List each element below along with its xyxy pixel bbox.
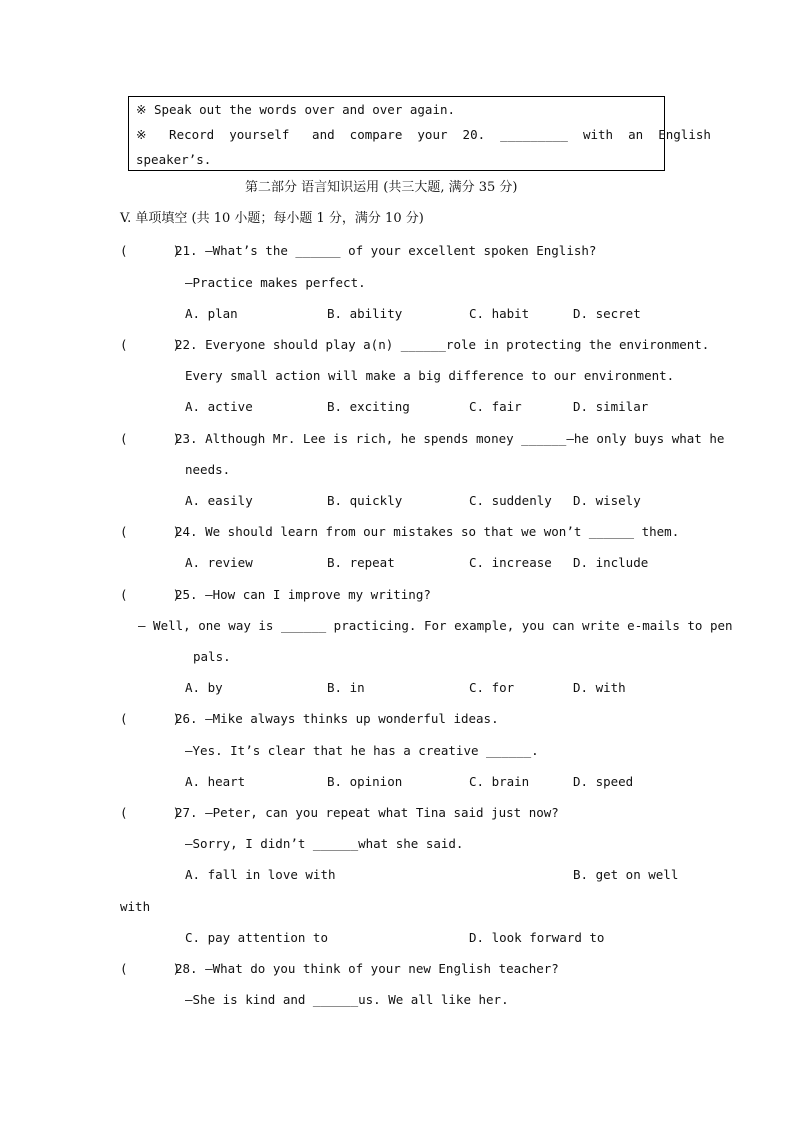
question-28-reply: —She is kind and ______us. We all like her.	[185, 992, 509, 1007]
answer-blank-23[interactable]: ( )	[120, 431, 181, 446]
part-two-heading: 第二部分 语言知识运用 (共三大题, 满分 35 分)	[245, 180, 518, 195]
q25-option-c[interactable]: C. for	[469, 680, 515, 695]
tip-line-2: ※ Record yourself and compare your 20. _________ with an English	[136, 127, 711, 142]
q23-option-c[interactable]: C. suddenly	[469, 493, 552, 508]
q21-option-d[interactable]: D. secret	[573, 306, 641, 321]
q22-option-d[interactable]: D. similar	[573, 399, 649, 414]
answer-blank-21[interactable]: ( )	[120, 243, 181, 258]
q25-option-a[interactable]: A. by	[185, 680, 223, 695]
answer-blank-25[interactable]: ( )	[120, 587, 181, 602]
answer-blank-22[interactable]: ( )	[120, 337, 181, 352]
question-26-reply: —Yes. It’s clear that he has a creative ______.	[185, 743, 539, 758]
q22-option-b[interactable]: B. exciting	[327, 399, 410, 414]
answer-blank-27[interactable]: ( )	[120, 805, 181, 820]
tip-line-1: ※ Speak out the words over and over again.	[136, 102, 456, 117]
question-21-stem: 21. —What’s the ______ of your excellent spoken English?	[175, 243, 597, 258]
q27-option-d[interactable]: D. look forward to	[469, 930, 605, 945]
question-25-reply: — Well, one way is ______ practicing. For example, you can write e-mails to pen	[138, 618, 733, 633]
question-27-reply: —Sorry, I didn’t ______what she said.	[185, 836, 464, 851]
question-21-reply: —Practice makes perfect.	[185, 275, 366, 290]
question-25-reply-cont: pals.	[193, 649, 231, 664]
answer-blank-24[interactable]: ( )	[120, 524, 181, 539]
q25-option-d[interactable]: D. with	[573, 680, 626, 695]
tip-line-3: speaker’s.	[136, 152, 212, 167]
question-28-stem: 28. —What do you think of your new English teacher?	[175, 961, 559, 976]
question-27-stem: 27. —Peter, can you repeat what Tina said just now?	[175, 805, 559, 820]
question-22-stem: 22. Everyone should play a(n) ______role in protecting the environment.	[175, 337, 710, 352]
section-v-heading: V. 单项填空 (共 10 小题；每小题 1 分，满分 10 分)	[120, 211, 424, 226]
q27-option-b[interactable]: B. get on well	[573, 867, 679, 882]
q26-option-b[interactable]: B. opinion	[327, 774, 403, 789]
q22-option-a[interactable]: A. active	[185, 399, 253, 414]
question-23-line2: needs.	[185, 462, 231, 477]
q27-option-c[interactable]: C. pay attention to	[185, 930, 328, 945]
question-25-stem: 25. —How can I improve my writing?	[175, 587, 431, 602]
q24-option-b[interactable]: B. repeat	[327, 555, 395, 570]
q24-option-c[interactable]: C. increase	[469, 555, 552, 570]
q23-option-a[interactable]: A. easily	[185, 493, 253, 508]
q21-option-c[interactable]: C. habit	[469, 306, 530, 321]
q24-option-a[interactable]: A. review	[185, 555, 253, 570]
question-26-stem: 26. —Mike always thinks up wonderful ideas.	[175, 711, 499, 726]
q25-option-b[interactable]: B. in	[327, 680, 365, 695]
q21-option-a[interactable]: A. plan	[185, 306, 238, 321]
q23-option-b[interactable]: B. quickly	[327, 493, 403, 508]
q21-option-b[interactable]: B. ability	[327, 306, 403, 321]
q27-option-b-cont: with	[120, 899, 151, 914]
q23-option-d[interactable]: D. wisely	[573, 493, 641, 508]
q22-option-c[interactable]: C. fair	[469, 399, 522, 414]
q26-option-a[interactable]: A. heart	[185, 774, 246, 789]
question-24-stem: 24. We should learn from our mistakes so that we won’t ______ them.	[175, 524, 680, 539]
question-22-line2: Every small action will make a big difference to our environment.	[185, 368, 675, 383]
answer-blank-26[interactable]: ( )	[120, 711, 181, 726]
answer-blank-28[interactable]: ( )	[120, 961, 181, 976]
q26-option-d[interactable]: D. speed	[573, 774, 634, 789]
q24-option-d[interactable]: D. include	[573, 555, 649, 570]
question-23-stem: 23. Although Mr. Lee is rich, he spends money ______—he only buys what he	[175, 431, 725, 446]
q26-option-c[interactable]: C. brain	[469, 774, 530, 789]
q27-option-a[interactable]: A. fall in love with	[185, 867, 336, 882]
